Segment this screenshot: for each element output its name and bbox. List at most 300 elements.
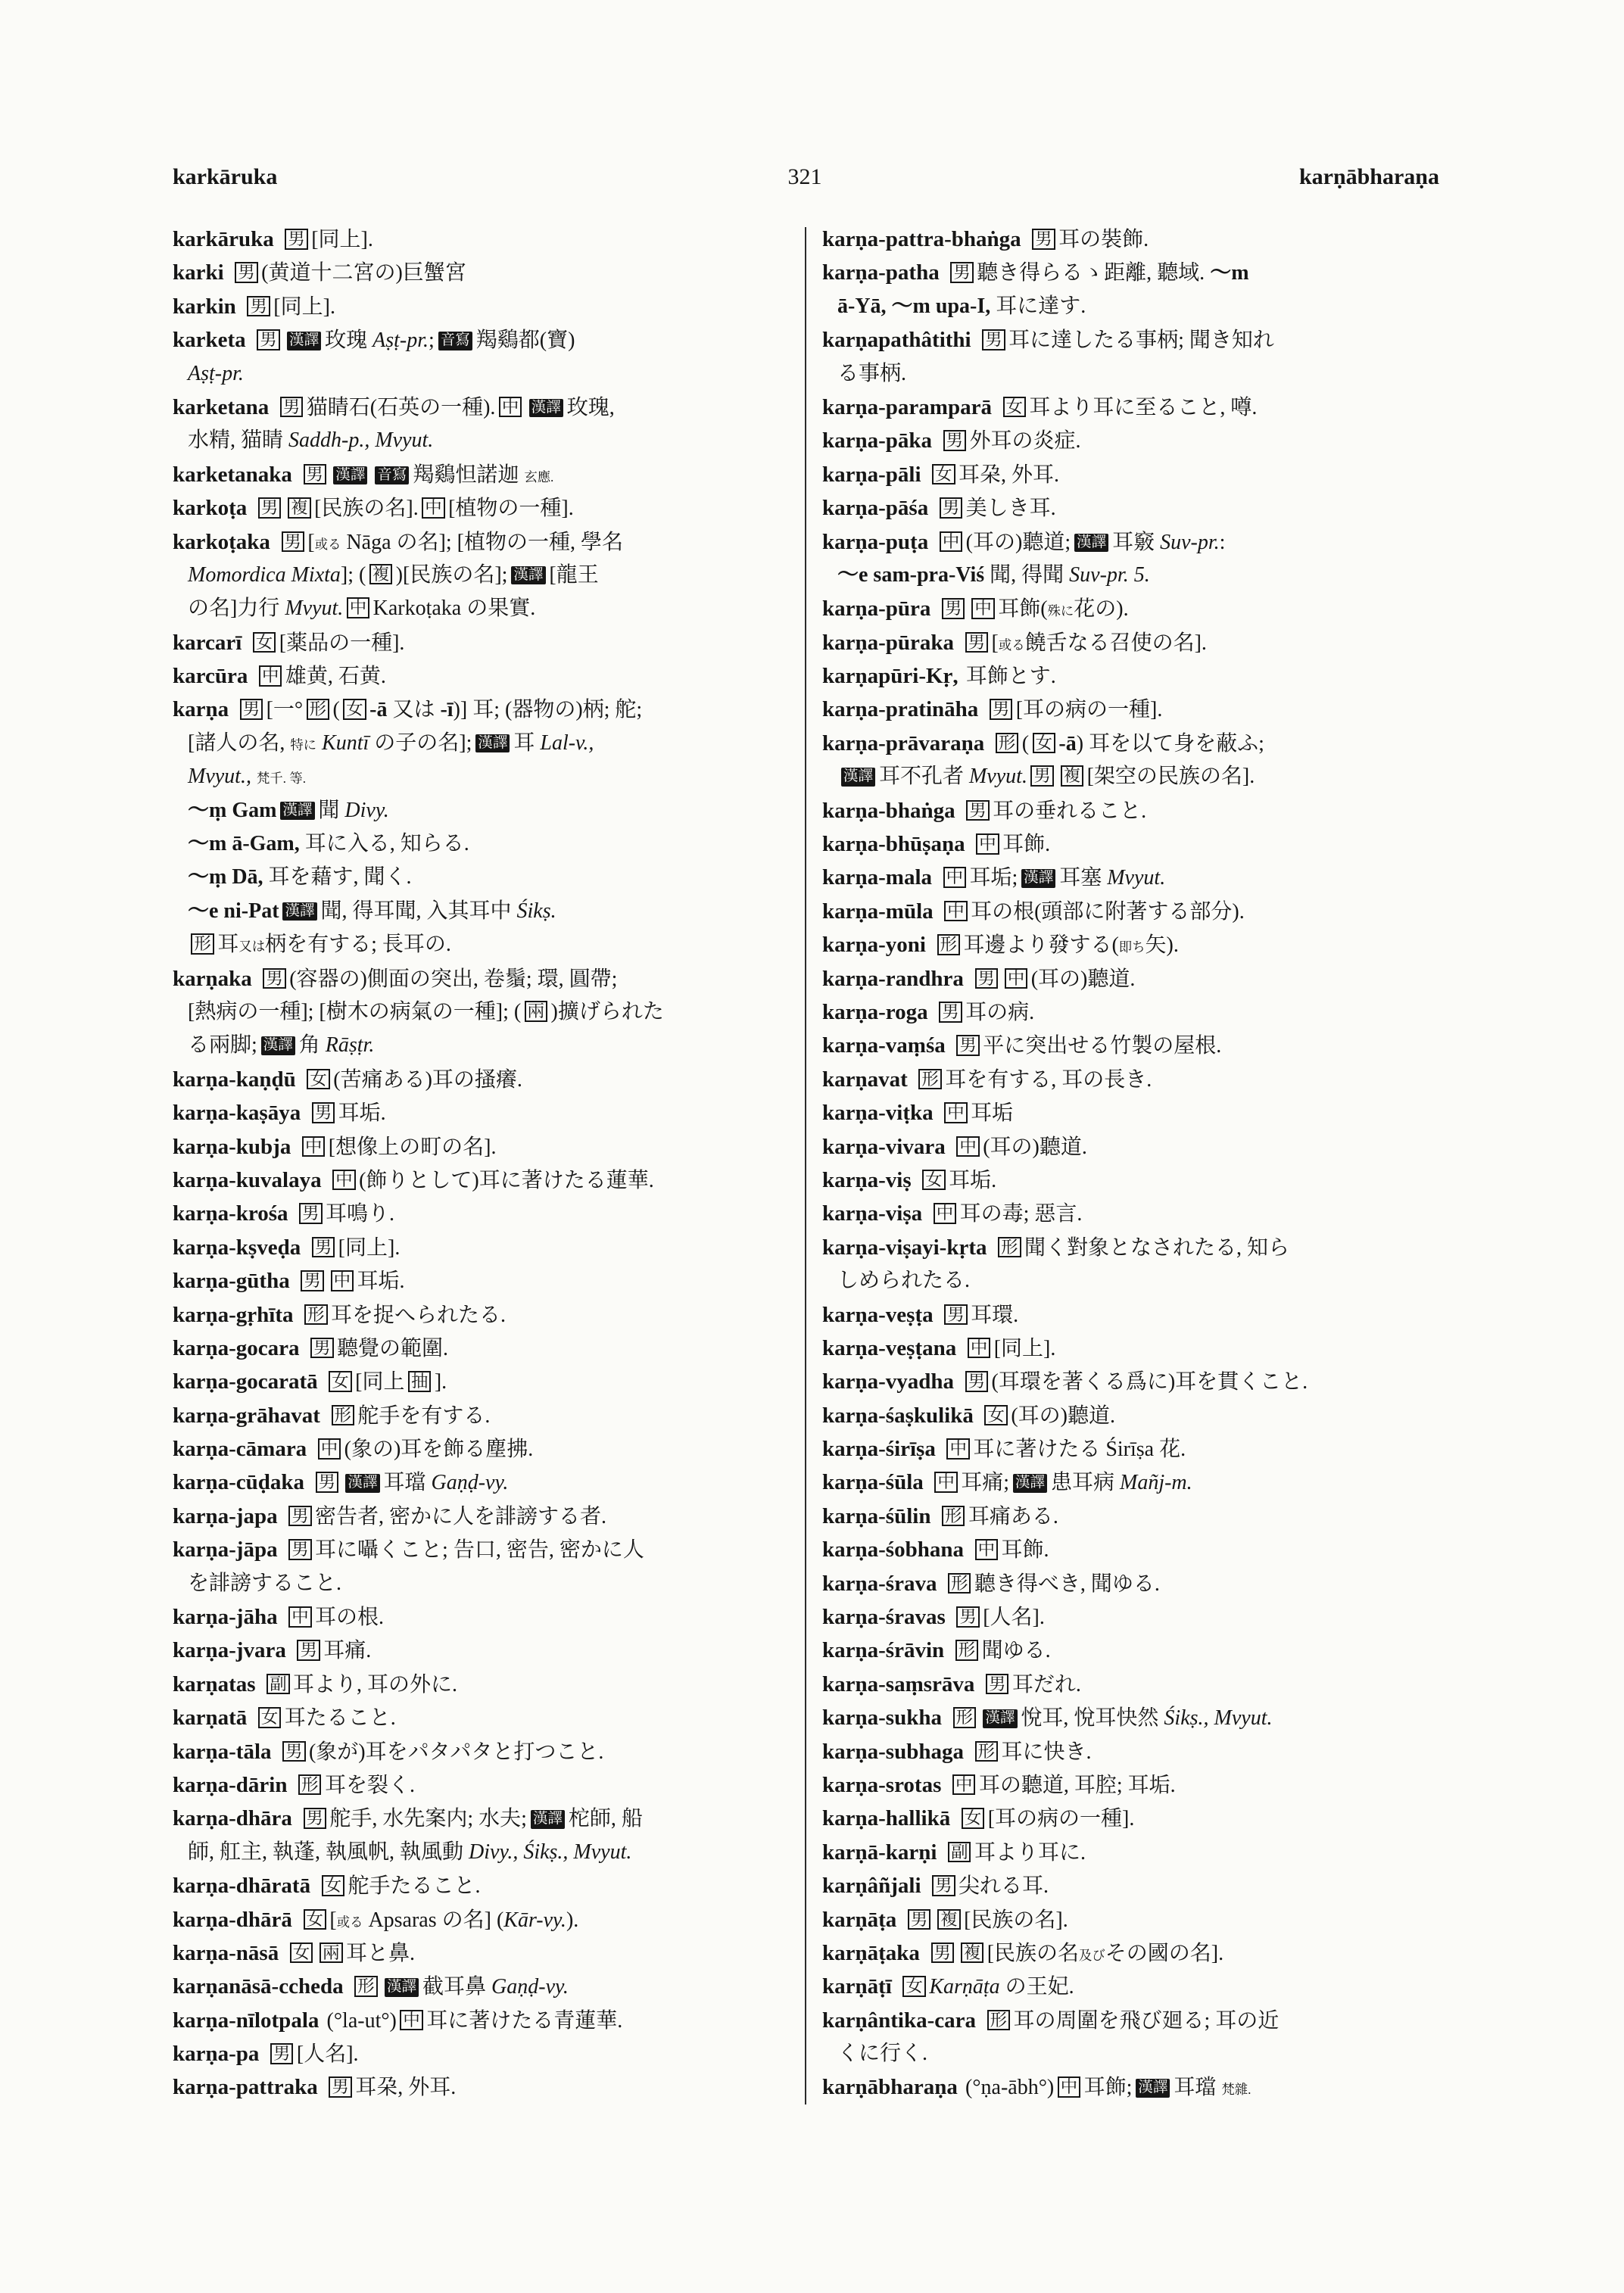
entry-line (822, 1500, 1439, 1533)
dictionary-entry (822, 1735, 1439, 1768)
headword: karketanaka (173, 462, 292, 487)
entry-line (173, 1768, 790, 1802)
grammar-marker: 女 (307, 1069, 329, 1090)
headword: karṇa-pāli (822, 462, 921, 487)
definition-text: 聞, 得聞 (984, 562, 1070, 587)
entry-line (822, 1836, 1439, 1869)
definition-text: [同上 (355, 1370, 405, 1394)
dictionary-entry (173, 1197, 790, 1230)
entry-line (822, 1466, 1439, 1499)
definition-text: 耳不孔者 (878, 765, 969, 789)
grammar-marker: 形 (298, 1774, 321, 1796)
definition-text: 耳朶, 外耳. (959, 463, 1060, 487)
dictionary-entry (822, 1432, 1439, 1466)
headword: karcarī (173, 630, 242, 655)
definition-text: 角 (298, 1033, 326, 1058)
headword: karṇa-jvara (173, 1638, 286, 1663)
headword: karṇa-bhūṣaṇa (822, 832, 965, 857)
dictionary-entry (822, 1936, 1439, 1970)
entry-line (822, 1197, 1439, 1230)
definition-text: [耳の病の一種]. (987, 1807, 1135, 1831)
source-reference: Rāṣṭr. (325, 1033, 375, 1058)
headword: karṇa-śravas (822, 1605, 946, 1630)
entry-line (822, 1936, 1439, 1970)
headword: karṇa-kaṣāya (173, 1101, 301, 1126)
definition-text: 聞 (318, 798, 345, 822)
source-reference: Kuntī (316, 731, 369, 755)
grammar-marker: 形 (975, 1741, 998, 1762)
grammar-marker: 形 (998, 1237, 1021, 1258)
dictionary-entry (822, 1298, 1439, 1332)
grammar-marker: 中 (499, 397, 522, 418)
grammar-marker: 女 (922, 1170, 945, 1191)
entry-line (173, 391, 790, 424)
grammar-marker: 男 (944, 1304, 967, 1326)
definition-text: [民族の名]. (314, 497, 419, 521)
headword: karcūra (173, 664, 248, 689)
translation-badge: 漢譯 (841, 768, 875, 787)
entry-line (173, 290, 790, 323)
headword: karṇa-jāpa (173, 1537, 278, 1562)
dictionary-entry (822, 1768, 1439, 1802)
entry-line (173, 659, 790, 693)
definition-text: 耳垢; (969, 866, 1018, 890)
translation-badge: 漢譯 (385, 1978, 419, 1997)
headword: karṇa-saṃsrāva (822, 1671, 975, 1696)
definition-text: 耳の周圍を飛び廻る; 耳の近 (1013, 2008, 1280, 2033)
dictionary-entry (173, 2004, 790, 2037)
headword: karṇa-roga (822, 999, 928, 1024)
entry-line (822, 1332, 1439, 1365)
entry-line (173, 323, 790, 357)
translation-badge: 音寫 (375, 466, 409, 485)
dictionary-entry (173, 2070, 790, 2104)
entry-line (822, 1600, 1439, 1634)
entry-line (822, 1096, 1439, 1129)
entry-line (822, 928, 1439, 961)
grammar-marker: 女 (343, 699, 366, 720)
dictionary-entry (173, 1063, 790, 1096)
definition-text: 耳を有する, 耳の長き. (945, 1067, 1152, 1092)
dictionary-entry (173, 2037, 790, 2070)
headword: karṇa-mūla (822, 899, 934, 924)
dictionary-entry (173, 323, 790, 391)
definition-text: 羯鷄都(寶) (475, 329, 575, 353)
entry-line (173, 1701, 790, 1734)
grammar-marker: 中 (331, 1270, 354, 1291)
bold-phrase: ～e ni-Pat (188, 899, 279, 923)
entry-line (822, 760, 1439, 793)
source-reference: Śikṣ. (516, 899, 556, 923)
dictionary-entry (822, 592, 1439, 625)
translation-badge: 漢譯 (280, 802, 314, 821)
headword: karṇatā (173, 1706, 248, 1731)
definition-text: くに行く. (837, 2042, 928, 2066)
headword: karketana (173, 394, 270, 419)
entry-line (822, 323, 1439, 357)
entry-line (173, 1164, 790, 1197)
entry-line (173, 1298, 790, 1332)
headword: karṇa-pāka (822, 428, 933, 453)
definition-text: 耳と鼻. (346, 1941, 416, 1965)
dictionary-entry (173, 391, 790, 458)
grammar-marker: 複 (961, 1943, 983, 1964)
source-reference: Mvyut., (188, 765, 257, 789)
headword: karṇa-hallikā (822, 1806, 951, 1831)
headword: karkoṭaka (173, 529, 270, 554)
source-reference: Suv-pr. 5. (1069, 562, 1150, 587)
grammar-marker: 形 (307, 699, 329, 720)
entry-line (173, 2004, 790, 2037)
small-annotation: 及び (1079, 1948, 1105, 1963)
dictionary-entry (173, 1936, 790, 1970)
headword: karṇa-puṭa (822, 529, 929, 554)
definition-text: 玫瑰 (325, 329, 373, 353)
entry-line (173, 1567, 790, 1600)
definition-text: [民族の名 (987, 1941, 1080, 1965)
definition-text: 耳に達す. (990, 294, 1086, 318)
definition-text: )擴げられた (550, 999, 664, 1023)
bold-phrase: ～ṃ Dā, (188, 865, 263, 889)
entry-line (822, 2070, 1439, 2104)
grammar-marker: 中 (400, 2010, 422, 2031)
grammar-marker: 中 (971, 598, 994, 619)
grammar-marker: 男 (986, 1674, 1008, 1695)
headword: karkoṭa (173, 496, 248, 521)
dictionary-entry (173, 1533, 790, 1600)
headword: karṇa-viṭka (822, 1101, 934, 1126)
definition-text: 聽覺の範圍. (337, 1336, 449, 1360)
headword: karṇa-japa (173, 1503, 278, 1528)
dictionary-entry (822, 391, 1439, 424)
definition-text: 羯鷄怛諾迦 (413, 463, 525, 487)
dictionary-entry (822, 2004, 1439, 2071)
entry-line (173, 1063, 790, 1096)
headword: karṇa-pattra-bhaṅga (822, 227, 1021, 251)
dictionary-entry (822, 1869, 1439, 1902)
dictionary-entry (822, 2070, 1439, 2104)
source-reference: Aṣṭ-pr. (372, 329, 429, 353)
definition-text: [薬品の一種]. (279, 631, 405, 655)
source-reference: Gaṇḍ-vy. (491, 1975, 569, 1999)
entry-line (173, 928, 790, 961)
grammar-marker: 男 (982, 329, 1005, 350)
grammar-marker: 中 (347, 597, 369, 618)
entry-line (173, 592, 790, 625)
definition-text: 聽き得べき, 聞ゆる. (974, 1572, 1160, 1596)
headword: karṇa-pa (173, 2042, 260, 2067)
headword: karṇa-śrava (822, 1571, 937, 1596)
grammar-marker: 男 (288, 1539, 311, 1560)
source-reference: Suv-pr. (1160, 530, 1220, 554)
grammar-marker: 中 (975, 1539, 998, 1560)
dictionary-entry (173, 223, 790, 256)
dictionary-entry (822, 693, 1439, 726)
entry-line (822, 592, 1439, 625)
definition-text: ) 耳を以て身を蔽ふ; (1076, 731, 1264, 756)
entry-line (822, 1634, 1439, 1667)
entry-line (822, 2037, 1439, 2070)
entry-line (173, 491, 790, 525)
dictionary-entry (822, 995, 1439, 1029)
small-annotation: 梵雜. (1221, 2083, 1252, 2098)
dictionary-entry (173, 1298, 790, 1332)
dictionary-entry (822, 1130, 1439, 1164)
grammar-marker: 男 (257, 329, 279, 350)
grammar-marker: 男 (939, 1002, 962, 1023)
definition-text: (耳の)聽道. (1011, 1404, 1115, 1428)
headword: karketa (173, 328, 246, 353)
dictionary-entry (173, 1399, 790, 1432)
small-annotation: 特に (290, 737, 317, 752)
dictionary-entry (822, 727, 1439, 794)
grammar-marker: 中 (1058, 2076, 1080, 2098)
definition-text: 耳飾; (1083, 2076, 1133, 2100)
dictionary-entry (822, 861, 1439, 894)
bold-phrase: -ā (1058, 731, 1077, 756)
dictionary-entry (822, 1231, 1439, 1298)
entry-line (173, 995, 790, 1029)
headword: karṇā-karṇi (822, 1840, 937, 1865)
entry-line (822, 256, 1439, 289)
headword: karṇa-gocara (173, 1335, 300, 1360)
headword: karṇa (173, 697, 229, 722)
grammar-marker: 女 (304, 1909, 326, 1930)
definition-text: (耳の)聽道; (965, 530, 1071, 554)
definition-text: : (1219, 530, 1226, 554)
headword: karṇapathâtithi (822, 328, 971, 353)
headword: karṇa-śaṣkulikā (822, 1403, 974, 1428)
source-reference: Lal-v., (540, 731, 594, 755)
grammar-marker: 男 (943, 430, 966, 451)
bold-phrase: -ā (369, 698, 388, 722)
definition-text: 外耳の炎症. (969, 429, 1081, 453)
definition-text: 耳垢 (971, 1101, 1014, 1126)
headword: karṇa-srotas (822, 1772, 942, 1797)
dictionary-entry (173, 1668, 790, 1701)
headword: karṇa-nāsā (173, 1940, 279, 1965)
definition-text: [架空の民族の名]. (1086, 765, 1255, 789)
grammar-marker: 女 (984, 1405, 1007, 1426)
dictionary-entry (822, 1802, 1439, 1835)
entry-line (822, 995, 1439, 1029)
grammar-marker: 女 (290, 1943, 313, 1964)
definition-text: 耳痛; (961, 1471, 1010, 1495)
definition-text: 耳の根. (315, 1606, 385, 1630)
grammar-marker: 女 (1033, 733, 1055, 754)
headword: karṇāṭa (822, 1907, 897, 1932)
column-divider (805, 227, 806, 2105)
dictionary-entry (822, 1500, 1439, 1533)
entry-line (822, 1164, 1439, 1197)
definition-text: Apsaras の名] ( (363, 1908, 504, 1932)
entry-line (173, 2037, 790, 2070)
dictionary-entry (822, 1332, 1439, 1365)
headword: karṇa-dhāratā (173, 1874, 311, 1899)
entry-line (822, 1130, 1439, 1164)
headword: karṇa-śirīṣa (822, 1437, 936, 1462)
grammar-marker: 形 (953, 1707, 976, 1728)
dictionary-entry (173, 1332, 790, 1365)
definition-text: 耳を藉す, 聞く. (263, 865, 412, 889)
definition-text: 耳に著けたる Śirīṣa 花. (973, 1438, 1186, 1462)
headword: karṇapūri-Kṛ, (822, 664, 959, 689)
definition-text: [人名]. (296, 2042, 359, 2067)
entry-line (173, 525, 790, 559)
definition-text: 耳だれ. (1011, 1672, 1081, 1696)
source-reference: Mvyut. (285, 597, 344, 621)
headword: karṇa-viṣ (822, 1167, 912, 1192)
definition-text: 耳を捉へられたる. (330, 1303, 506, 1327)
dictionary-entry (822, 1533, 1439, 1566)
headword: karṇa-pūra (822, 597, 931, 622)
definition-text: 耳に著けたる青蓮華. (426, 2008, 623, 2033)
grammar-marker: 中 (944, 1102, 967, 1123)
small-annotation: 即ち (1118, 940, 1146, 955)
headword: karṇanāsā-ccheda (173, 1974, 344, 1999)
definition-text: ; (429, 329, 435, 353)
definition-text: (°ṇa-ābh°) (965, 2076, 1055, 2100)
dictionary-entry (173, 1365, 790, 1398)
headword: karṇatas (173, 1671, 256, 1696)
dictionary-entry (822, 1668, 1439, 1701)
grammar-marker: 中 (934, 1472, 957, 1493)
grammar-marker: 男 (956, 1606, 979, 1628)
definition-text: [諸人の名, (188, 731, 291, 755)
grammar-marker: 抽 (408, 1371, 431, 1392)
dictionary-entry (173, 491, 790, 525)
entry-line (822, 861, 1439, 894)
dictionary-entry (173, 1164, 790, 1197)
dictionary-entry (173, 1130, 790, 1164)
source-reference: Saddh-p., Mvyut. (288, 428, 434, 453)
grammar-marker: 男 (299, 1203, 322, 1224)
definition-text: 舵手, 水先案内; 水夫; (329, 1807, 527, 1831)
definition-text: )[民族の名]; (395, 562, 508, 587)
grammar-marker: 男 (301, 1270, 323, 1291)
definition-text: 聞ゆる. (981, 1639, 1051, 1663)
grammar-marker: 男 (966, 800, 989, 821)
headword: karṇa-tāla (173, 1739, 272, 1764)
grammar-marker: 中 (944, 901, 967, 922)
entry-line (173, 760, 790, 793)
grammar-marker: 男 (235, 262, 257, 283)
headword: karṇa-cāmara (173, 1437, 307, 1462)
dictionary-entry (822, 659, 1439, 693)
definition-text: 聞く對象となされたる, 知ら (1024, 1235, 1289, 1260)
headword: karṇa-gocaratā (173, 1369, 318, 1394)
entry-line (822, 1668, 1439, 1701)
entry-line (822, 1264, 1439, 1298)
headword: karṇa-kṣveḍa (173, 1235, 301, 1260)
entry-line (173, 1903, 790, 1936)
definition-text: Karkoṭaka の果實. (372, 597, 536, 621)
dictionary-entry (822, 1836, 1439, 1869)
dictionary-entry (822, 1197, 1439, 1230)
entry-line (173, 1130, 790, 1164)
grammar-marker: 男 (975, 968, 998, 989)
dictionary-entry (173, 290, 790, 323)
definition-text: [同上]. (338, 1235, 401, 1260)
grammar-marker: 形 (304, 1304, 327, 1326)
grammar-marker: 中 (976, 833, 999, 855)
entry-line (822, 659, 1439, 693)
entry-line (173, 1735, 790, 1768)
definition-text: (苦痛ある)耳の搔癢. (333, 1067, 522, 1092)
grammar-marker: 中 (318, 1438, 341, 1460)
right-column (822, 223, 1439, 2105)
dictionary-entry (822, 424, 1439, 457)
definition-text: 耳邊より發する( (963, 933, 1119, 958)
grammar-marker: 中 (259, 665, 282, 687)
entry-line (173, 256, 790, 289)
dictionary-entry (173, 1231, 790, 1264)
entry-line (173, 1029, 790, 1062)
entry-line (173, 1668, 790, 1701)
entry-line (822, 794, 1439, 827)
definition-text: (象の)耳を飾る塵拂. (344, 1438, 534, 1462)
grammar-marker: 男 (990, 699, 1012, 720)
headword: karṇa-viṣayi-kṛta (822, 1235, 987, 1260)
grammar-marker: 女 (962, 1808, 984, 1829)
bold-phrase: ā-Yā, ～m upa-I, (837, 294, 991, 318)
dictionary-entry (173, 1869, 790, 1902)
grammar-marker: 男 (965, 1371, 988, 1392)
entry-line (822, 1869, 1439, 1902)
headword: karṇa-subhaga (822, 1739, 964, 1764)
dictionary-entry (173, 659, 790, 693)
entry-line (822, 727, 1439, 760)
definition-text: 耳璫 (383, 1471, 432, 1495)
definition-text: 舵手を有する. (357, 1404, 491, 1428)
entry-line (173, 1836, 790, 1869)
entry-line (173, 626, 790, 659)
definition-text: [想像上の町の名]. (328, 1135, 497, 1159)
headword: karṇa-viṣa (822, 1201, 923, 1226)
definition-text: 耳垢. (357, 1270, 405, 1294)
entry-line (173, 424, 790, 457)
definition-text: 悅耳, 悅耳快然 (1021, 1706, 1164, 1731)
dictionary-entry (173, 1802, 790, 1869)
definition-text: 玫瑰, (566, 395, 615, 419)
entry-line (822, 1802, 1439, 1835)
grammar-marker: 形 (937, 934, 960, 955)
source-reference: Gaṇḍ-vy. (431, 1471, 509, 1495)
grammar-marker: 副 (267, 1674, 289, 1695)
entry-line (822, 827, 1439, 861)
dictionary-entry (822, 1466, 1439, 1499)
translation-badge: 漢譯 (1136, 2079, 1170, 2098)
small-annotation: 或る (314, 537, 341, 552)
left-column (173, 223, 790, 2105)
definition-text: 耳の垂れること. (993, 799, 1147, 823)
headword: karṇa-prāvaraṇa (822, 731, 985, 756)
definition-text: 平に突出せる竹製の屋根. (983, 1034, 1222, 1058)
entry-line (173, 693, 790, 726)
dictionary-entry (822, 1600, 1439, 1634)
definition-text: 耳環. (971, 1303, 1019, 1327)
dictionary-entry (822, 491, 1439, 525)
definition-text: 耳より耳に至ること, 噂. (1029, 395, 1258, 419)
headword: karṇa-mala (822, 865, 932, 890)
definition-text: 截耳鼻 (422, 1975, 492, 1999)
definition-text: 耳に達したる事柄; 聞き知れ (1008, 329, 1274, 353)
headword: karṇa-vyadha (822, 1369, 955, 1394)
entry-line (822, 1029, 1439, 1062)
grammar-marker: 男 (282, 531, 304, 553)
headword: karṇa-vaṃśa (822, 1033, 946, 1058)
definition-text: 耳に囁くこと; 告口, 密告, 密かに人 (315, 1538, 644, 1562)
